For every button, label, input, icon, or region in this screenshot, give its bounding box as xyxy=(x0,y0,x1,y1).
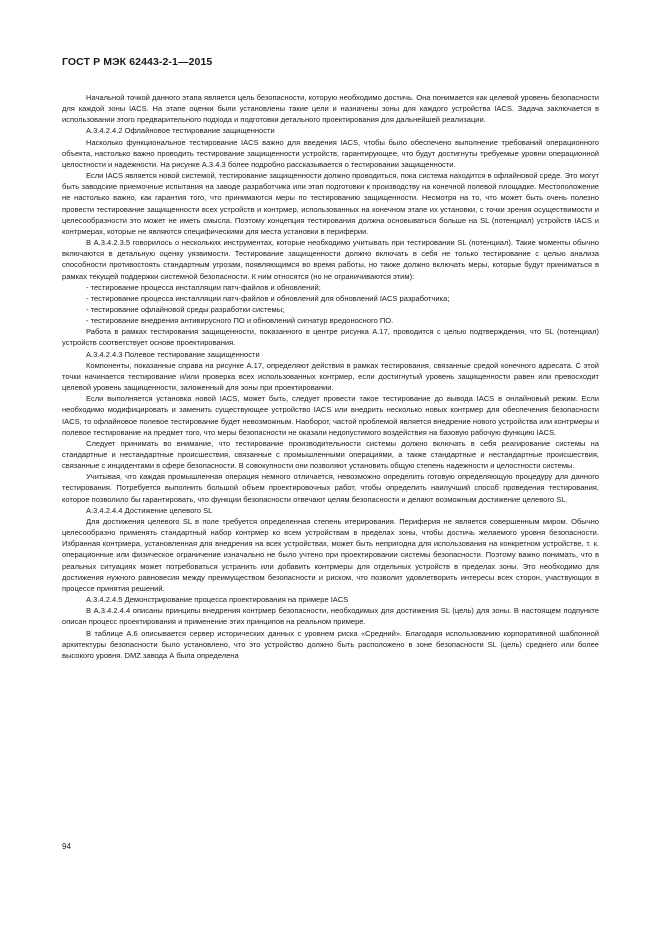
list-item: - тестирование внедрения антивирусного ПО и обновлений сигнатур вредоносного ПО. xyxy=(86,316,394,326)
paragraph: В таблице А.6 описывается сервер исторических данных с уровнем риска «Средний». Благодаря использованию корпоративной шаблонной архитектуры безопасности было установлено, что это устройство должно быть расположено в зоне безопасности SL (цель) среднего или более высокого уровня. DMZ завода А была определена xyxy=(62,628,599,660)
paragraph: Если IACS является новой системой, тестирование защищенности должно проводиться, пока система находится в офлайновой среде. Это могут быть заводские приемочные испытания на заводе разработчика или этап подготовки к производству на конечной полевой площадке. Местоположение не настолько важно, как гарантия того, что принимаются меры по тестированию защищенности. Несмотря на то, что может быть очень полезно провести тестирование защищенности всех устройств и контрмер, использованных на конечном этапе их установки, с точки зрения осуществимости и целесообразности это может не иметь смысла. Поэтому концепция тестирования должна основываться больше на SL (потенциал) устройств IACS и контрмерах, которые не являются специфическими для места установки в периферии. xyxy=(62,171,599,236)
paragraph: В А.3.4.2.3.5 говорилось о нескольких инструментах, которые необходимо учитывать при тестировании SL (потенциал). Такие моменты обычно включаются в детальную оценку уязвимости. Тестирование защищенности должно включать в себя не только тестирование с целью анализа способности противостоять стандартным угрозам, появляющимся во время работы, но также должно включать меры, которые будут приниматься в рамках текущей поддержки системной безопасности. К ним относятся (но не ограничиваются этим): xyxy=(62,238,599,281)
paragraph: В А.3.4.2.4.4 описаны принципы внедрения контрмер безопасности, необходимых для достижения SL (цель) для зоны. В настоящем подпункте описан процесс проектирования и применение этих принципов на реальном примере. xyxy=(62,606,599,627)
document-body xyxy=(62,92,599,661)
paragraph: Насколько функциональное тестирование IACS важно для введения IACS, чтобы было обеспечено выполнение требований операционного объекта, настолько важно проводить тестирование защищенности устройств, гарантирующее, что будут достигнуты требуемые уровни операционной целостности и надежности. На рисунке А.3.4.3 более подробно рассказывается о тестировании защищенности. xyxy=(62,137,599,169)
section-heading: А.3.4.2.4.5 Демонстрирование процесса проектирования на примере IACS xyxy=(86,595,349,605)
list-item: - тестирование процесса инсталляции патч-файлов и обновлений; xyxy=(86,282,321,292)
document-header: ГОСТ Р МЭК 62443-2-1—2015 xyxy=(62,56,213,68)
list-item: - тестирование процесса инсталляции патч-файлов и обновлений для обновлений IACS разработчика; xyxy=(86,293,450,303)
paragraph: Компоненты, показанные справа на рисунке А.17, определяют действия в рамках тестирования, связанные средой конечного адресата. С этой точки начинается тестирование и/или проверка всех использованных контрмер, если достигнутый уровень защищенности равен или превосходит целевой уровень защищенности, заложенный для зоны при проектировании. xyxy=(62,360,599,393)
paragraph: Следует принимать во внимание, что тестирование производительности системы должно включать в себя реагирование системы на стандартные и нестандартные происшествия, связанные с промышленными операциями, а также стандартные и нестандартные происшествия, связанные с инцидентами в сфере безопасности. В совокупности они позволяют установить общую степень надежности и целостности системы. xyxy=(62,438,599,471)
paragraph: Если выполняется установка новой IACS, может быть, следует провести такое тестирование до вывода IACS в онлайновый режим. Если необходимо модифицировать и заменить существующее устройство IACS или внедрить несколько новых контрмер для обеспечения безопасности IACS, то офлайновое полевое тестирование будет невозможным. Наоборот, частой проблемой является внедрение нового устройства или контрмеры и полевое тестирование на предмет того, что меры безопасности не оказали недопустимого воздействия на базовую рабочую функцию IACS. xyxy=(62,394,599,437)
paragraph: Начальной точкой данного этапа является цель безопасности, которую необходимо достичь. Она понимается как целевой уровень безопасности для каждой зоны IACS. На этапе оценки были установлены такие цели и назначены зоны для каждого устройства IACS. Задача заключается в использовании этого предварительного подхода и подготовки детального проектирования для дальнейшей реализации. xyxy=(62,93,599,125)
paragraph: Работа в рамках тестирования защищенности, показанного в центре рисунка А.17, проводится с целью подтверждения, что SL (потенциал) устройств соответствует основе проектирования. xyxy=(62,327,599,348)
section-heading: А.3.4.2.4.3 Полевое тестирование защищенности xyxy=(86,349,260,359)
section-heading: А.3.4.2.4.4 Достижение целевого SL xyxy=(86,505,213,515)
list-item: - тестирование офлайновой среды разработки системы; xyxy=(86,304,285,314)
section-heading: А.3.4.2.4.2 Офлайновое тестирование защищенности xyxy=(86,126,275,136)
paragraph: Для достижения целевого SL в поле требуется определенная степень итерирования. Периферия не является совершенным миром. Обычно целесообразно применять стандартный набор контрмер ко всем устройствам в пределах зоны, чтобы достичь желаемого уровня безопасности. Избранная контрмера, установленная для внедрения на всех устройствах, может быть непригодна для использования на конкретном устройстве, т. к. операционные или физическое ограничение изначально не было учтено при проектировании системы безопасности. Поэтому важно понимать, что в реальных ситуациях может потребоваться устранить или добавить контрмеры для отдельных устройств в пределах зоны. Это необходимо для достижения нужного равновесия между преимуществом безопасности и риском, что позволит удовлетворить интересы всех сторон, участвующих в процессе принятия решений. xyxy=(62,516,599,593)
paragraph: Учитывая, что каждая промышленная операция немного отличается, невозможно определить готовую определяющую процедуру для данного тестирования. Потребуется выполнить большой объем проектировочных работ, чтобы определить наилучший способ проведения тестирования, которое позволило бы гарантировать, что функции безопасности отвечают целям безопасности и делают возможным достижение целевого SL. xyxy=(62,472,599,504)
page-number: 94 xyxy=(62,842,71,851)
